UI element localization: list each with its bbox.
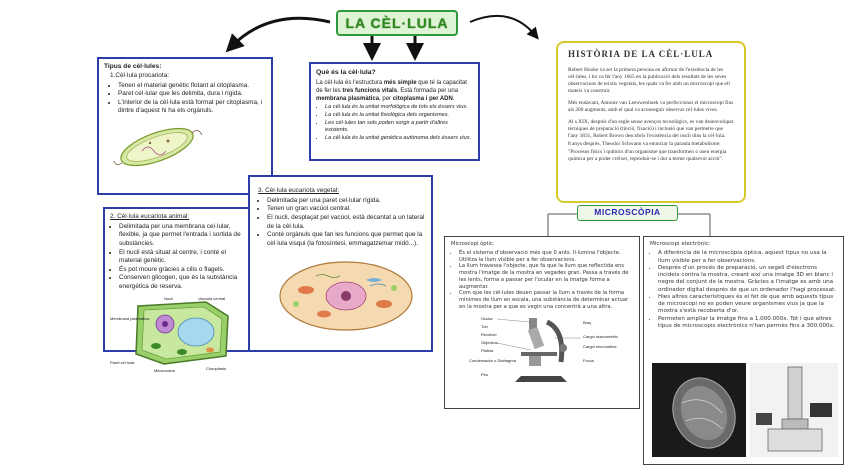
svg-text:Cargol macromètric: Cargol macromètric [583,333,618,339]
list-item: • El nucli està situat al centre, i conté el material genètic. [119,249,243,266]
historia-p5: "Procesos físics i químics d'un organisme que transformen o usen energia química per a poder créixer, reproduir-se i dur a terme qualsevol acció". [568,148,727,162]
list-item: • Delimitada per una paret cel·lular rígida. [267,197,425,206]
tipus-panel [97,57,273,195]
que-es-panel [309,62,480,161]
list-item: • El nucli, desplaçat pel vacúol, està decantat a un lateral de la cèl·lula. [267,214,425,231]
label-membrana: Membrana plasmàtica [110,315,150,321]
arrow-right [470,16,535,35]
svg-text:Focus: Focus [583,357,594,363]
historia-heading: HISTÒRIA DE LA CÈL·LULA [568,49,714,59]
svg-text:Objectius: Objectius [481,339,498,345]
animal-panel [103,207,250,373]
animal-cell-illustration [266,252,426,336]
svg-text:Revòlver: Revòlver [481,331,497,337]
list-item: • Permeten ampliar la imatge fins a 1.000.000x. Tot i que altres tipus de microscopis electrònics n'han permès fins a 300.000x. [658,316,837,331]
list-item: • Delimitada per una membrana cel·lular, flexible, ja que permet l'entrada i sortida de substàncies. [119,223,243,249]
electron-microscope-image [750,363,838,457]
list-item: • A diferència de la microscòpia òptica, aquest tipus no usa la llum visible per a fer observacions. [658,250,837,265]
historia-p1: Robert Hooke va ser la primera persona en afirmar de l'existència de les cèl·lules, i ho va fer l'any 1665 en la publicació dels resultats de les seves observacions de teixits vegetals, les quals va fer amb un microscopi que ell mateix va construir. [568,66,730,94]
arrow-left [232,18,330,46]
que-es-heading: Què és la cèl·lula? [316,69,376,76]
prokaryote-illustration [112,119,202,171]
list-item: • Paret cel·lular que les delimita, dura i rígida. [118,90,266,99]
historia-p2: Més endavant, Antonie van Leeuwenhoek va perfeccionar el microscopi fins als 200 augments, amb el qual va aconseguir observar cèl·lules vives. [568,99,734,113]
animal-list [110,223,243,292]
list-item: • La cèl·lula és la unitat fisiològica dels organismes. [325,112,473,120]
svg-text:Peu: Peu [481,371,489,377]
procariota-list [104,82,266,117]
tipus-heading: Tipus de cèl·lules: [104,63,162,70]
optic-panel [444,236,640,409]
list-item: • Conserven glicogen, que és la substància energètica de reserva. [119,274,243,291]
historia-p4: 8 anys després, Theodor Schwann va enunciar la paraula metabolisme: [568,140,721,147]
sem-image [652,363,746,457]
list-item: • Després d'un procés de preparació, un segell d'electrons incideix contra la mostra, creant així una imatge 3D en blanc i negre del conjunt de la mostra. Gràcies a l'imatge es amb una ordinador digital després de que un ordenador l'hagi processat. [658,265,837,294]
svg-text:Braç: Braç [583,319,592,325]
list-item: • Conté orgànuls que fan les funcions que permet que la cèl·lula visqui (la fotosíntesi, emmagatzemar midó...). [267,231,425,248]
list-item: • Com que les cèl·lules deuen passar la llum a través de la forma mínimes de llum en escala, una substància de determinar actuar en la mostra per a que es vegin una concentrà a una altra. [459,290,633,310]
label-mitocondria: Mitocondria [154,367,175,373]
list-item: • És pot moure gràcies a cilis o flagels. [119,266,243,275]
svg-text:Tub: Tub [481,323,488,329]
plant-cell-illustration [110,294,246,374]
list-item: • És el sistema d'observació més que 0 ants. Il·lumina l'objecte. Utilitza la llum visible per a fer observacions. [459,250,633,264]
page-title: LA CÈL·LULA [336,10,458,36]
list-item: • Hies altres característiques és el fet de que amb aquests tipus de microscopi no es poden veure organismes vius ja que la mostra s'està recoberta d'or. [658,294,837,316]
label-cloroplasts: Cloroplasts [206,365,227,371]
list-item: • Tenen el material genètic flotant al citoplasma. [118,82,266,91]
optic-microscope-illustration [451,314,633,384]
list-item: • Tenen un gran vacúol central. [267,205,425,214]
electronic-list [650,250,837,330]
list-item: • La llum travessa l'objecte, que fa que la llum que reflectida ens mostra l'imatge de la mostra en vegades gran. Passa a través de les lents, forma a passar per l'ocular en la imatge forma a augmentar. [459,263,633,290]
svg-text:Cargol micromètric: Cargol micromètric [583,343,617,349]
list-item: • L'interior de la cèl·lula està format per citoplasma, i dintre d'aquest hi ha els orgànuls. [118,99,266,116]
que-es-description: La cèl·lula és l'estructura més simple que té la capacitat de fer les tres funcions vitals. Està formada per una membrana plasmàtica, per citoplasma i per ADN. [316,80,467,103]
svg-text:Platina: Platina [481,347,494,353]
electronic-panel [643,236,844,465]
label-paret: Paret cel·lular [110,359,135,365]
label-vacuola: Vacuola central [198,295,226,301]
que-es-list [316,104,473,142]
historia-p3: Al s.XIX, després d'un segle sense avenços tecnològics, es van desenvolupar tècniques de preparació (tinció, fixació) i inclusió que van permetre que l'any 1831, Robert Brown descobrís l'existència del nucli dins la cèl·lula. [568,118,734,139]
vegetal-heading: 3. Cèl·lula eucariota vegetal: [258,187,339,194]
label-nucli: Nucli [164,295,173,301]
list-item: • Les cèl·lules tan sols poden sorgir a partir d'altres existents. [325,120,473,135]
vegetal-list [258,197,425,249]
historia-panel [556,41,746,203]
list-item: • La cèl·lula és la unitat genètica autònoma dels éssers vius. [325,135,473,143]
animal-heading: 2. Cèl·lula eucariota animal: [110,213,190,220]
optic-list [451,250,633,311]
optic-heading: Microscopi òptic: [451,241,495,247]
svg-text:Condensador o Diafragma: Condensador o Diafragma [469,357,516,363]
svg-text:Ocular: Ocular [481,315,493,321]
list-item: • La cèl·lula és la unitat morfològica de tots els éssers vius. [325,104,473,112]
procariota-heading: 1.Cèl·lula procariota: [110,71,169,79]
electronic-heading: Microscopi electrònic: [650,241,711,247]
vegetal-panel [248,175,433,352]
microscopia-label: MICROSCÒPIA [577,205,678,221]
